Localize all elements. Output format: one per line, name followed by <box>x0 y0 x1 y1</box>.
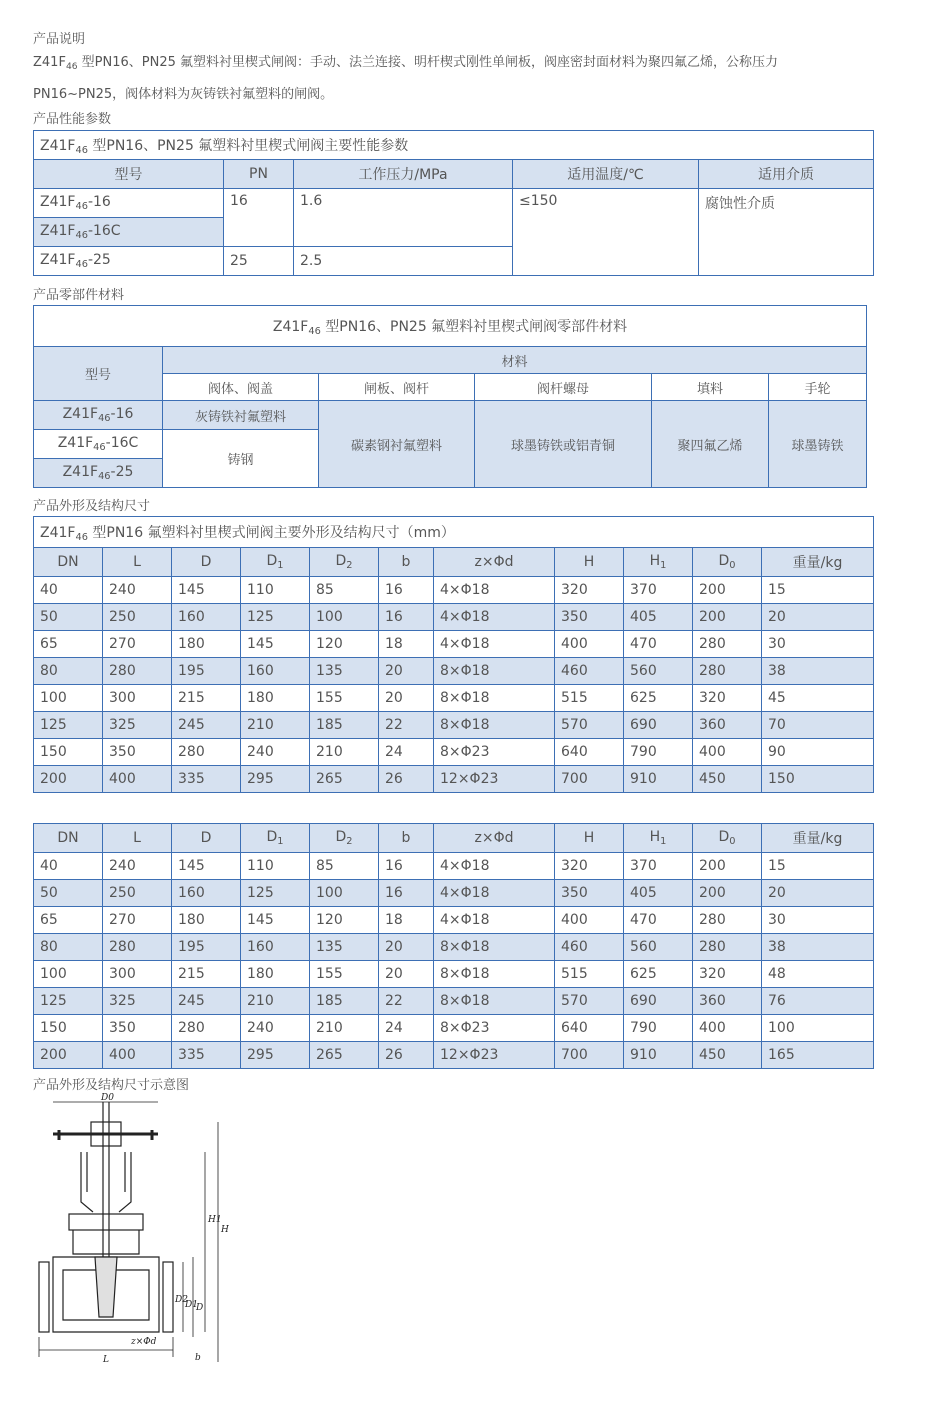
table-cell: 200 <box>693 577 762 604</box>
table-cell: 280 <box>172 1015 241 1042</box>
table-cell: 640 <box>555 1015 624 1042</box>
table-cell: 48 <box>762 961 874 988</box>
table-cell: 85 <box>310 853 379 880</box>
table-cell: 125 <box>241 604 310 631</box>
table-cell: 200 <box>693 880 762 907</box>
table-cell: 335 <box>172 766 241 793</box>
dims2-col-header: L <box>103 824 172 853</box>
table-cell: 790 <box>624 1015 693 1042</box>
table-cell: 265 <box>310 1042 379 1069</box>
table-cell: 245 <box>172 712 241 739</box>
table-cell: 18 <box>379 907 434 934</box>
table-cell: 295 <box>241 766 310 793</box>
table-cell: 470 <box>624 907 693 934</box>
table-cell: 160 <box>241 934 310 961</box>
table-cell: 15 <box>762 577 874 604</box>
parts-body-material: 铸钢 <box>163 430 319 488</box>
table-cell: 560 <box>624 658 693 685</box>
dims-col-header: L <box>103 548 172 577</box>
table-cell: 100 <box>310 880 379 907</box>
table-cell: 12×Φ23 <box>434 766 555 793</box>
label-d2: D2 <box>175 1295 188 1305</box>
table-cell: 38 <box>762 658 874 685</box>
table-cell: 160 <box>172 880 241 907</box>
dims-heading: 产品外形及结构尺寸 <box>33 499 151 514</box>
table-row <box>34 880 874 907</box>
table-cell: 50 <box>34 604 103 631</box>
intro-heading: 产品说明 <box>33 32 86 47</box>
table-cell: 570 <box>555 988 624 1015</box>
table-row <box>34 739 874 766</box>
dims2-col-header: 重量/kg <box>762 824 874 853</box>
label-h: H <box>221 1225 229 1235</box>
table-cell: 280 <box>172 739 241 766</box>
table-cell: 450 <box>693 1042 762 1069</box>
dims-col-header: b <box>379 548 434 577</box>
table-cell: 515 <box>555 961 624 988</box>
table-row <box>34 988 874 1015</box>
table-cell: 195 <box>172 658 241 685</box>
table-cell: 18 <box>379 631 434 658</box>
table-cell: 470 <box>624 631 693 658</box>
intro-text <box>33 49 928 108</box>
table-cell: 22 <box>379 712 434 739</box>
table-cell: 700 <box>555 1042 624 1069</box>
table-cell: 150 <box>34 1015 103 1042</box>
table-cell: 110 <box>241 853 310 880</box>
table-row <box>34 658 874 685</box>
perf-temp: ≤150 <box>513 189 699 276</box>
table-cell: 4×Φ18 <box>434 631 555 658</box>
table-cell: 320 <box>693 961 762 988</box>
perf-pressure: 1.6 <box>294 189 513 247</box>
table-cell: 240 <box>241 1015 310 1042</box>
table-cell: 400 <box>555 907 624 934</box>
diagram-heading: 产品外形及结构尺寸示意图 <box>33 1078 190 1093</box>
perf-col-pressure: 工作压力/MPa <box>294 160 513 189</box>
dims-col-header: $H_1$ <box>624 548 693 577</box>
table-cell: 80 <box>34 934 103 961</box>
table-cell: 24 <box>379 739 434 766</box>
table-cell: 22 <box>379 988 434 1015</box>
table-cell: 400 <box>555 631 624 658</box>
dims2-col-header: H <box>555 824 624 853</box>
table-cell: 165 <box>762 1042 874 1069</box>
table-cell: 625 <box>624 961 693 988</box>
table-cell: 690 <box>624 988 693 1015</box>
table-row <box>34 1015 874 1042</box>
table-cell: 26 <box>379 1042 434 1069</box>
table-cell: 20 <box>379 961 434 988</box>
dims-table <box>33 516 874 793</box>
table-cell: 120 <box>310 631 379 658</box>
table-row <box>34 853 874 880</box>
dims-col-header: z×Φd <box>434 548 555 577</box>
table-cell: 320 <box>693 685 762 712</box>
parts-material-label: 材料 <box>163 347 867 374</box>
table-row <box>34 631 874 658</box>
table-cell: 145 <box>241 907 310 934</box>
perf-caption: $Z41F_{46}$ 型PN16、PN25 氟塑料衬里楔式闸阀主要性能参数 <box>34 131 874 160</box>
table-cell: 110 <box>241 577 310 604</box>
table-cell: 30 <box>762 631 874 658</box>
table-cell: 8×Φ23 <box>434 739 555 766</box>
parts-nut-material: 球墨铸铁或铝青铜 <box>475 401 652 488</box>
table-cell: 690 <box>624 712 693 739</box>
table-cell: 295 <box>241 1042 310 1069</box>
dims-col-header: DN <box>34 548 103 577</box>
dims-caption: $Z41F_{46}$ 型PN16 氟塑料衬里楔式闸阀主要外形及结构尺寸（mm） <box>34 517 874 548</box>
dims-col-header: H <box>555 548 624 577</box>
table-cell: 400 <box>693 1015 762 1042</box>
table-cell: 240 <box>241 739 310 766</box>
table-cell: 515 <box>555 685 624 712</box>
dims-col-header: $D_0$ <box>693 548 762 577</box>
table-row <box>34 1042 874 1069</box>
table-cell: 400 <box>103 766 172 793</box>
parts-col-body: 阀体、阀盖 <box>163 374 319 401</box>
table-cell: 40 <box>34 853 103 880</box>
table-cell: 150 <box>762 766 874 793</box>
table-cell: 370 <box>624 853 693 880</box>
table-cell: 400 <box>103 1042 172 1069</box>
table-cell: 370 <box>624 577 693 604</box>
table-cell: 270 <box>103 907 172 934</box>
table-cell: 8×Φ18 <box>434 961 555 988</box>
table-cell: 16 <box>379 577 434 604</box>
label-h1: H1 <box>208 1215 222 1225</box>
table-cell: 100 <box>310 604 379 631</box>
perf-table <box>33 130 874 276</box>
table-row <box>34 712 874 739</box>
dims2-col-header: D <box>172 824 241 853</box>
parts-body-material: 灰铸铁衬氟塑料 <box>163 401 319 430</box>
table-cell: 460 <box>555 658 624 685</box>
perf-pressure: 2.5 <box>294 247 513 276</box>
table-cell: 625 <box>624 685 693 712</box>
parts-caption: $Z41F_{46}$ 型PN16、PN25 氟塑料衬里楔式闸阀零部件材料 <box>34 306 867 347</box>
table-cell: 4×Φ18 <box>434 880 555 907</box>
table-cell: 180 <box>241 961 310 988</box>
table-cell: 20 <box>762 880 874 907</box>
dims2-col-header: DN <box>34 824 103 853</box>
dims-col-header: $D_1$ <box>241 548 310 577</box>
table-cell: 185 <box>310 988 379 1015</box>
intro-line: $Z41F_{46}$ 型PN16、PN25 氟塑料衬里楔式闸阀：手动、法兰连接、明杆楔式刚性单闸板，阀座密封面材料为聚四氟乙烯，公称压力 <box>33 55 778 72</box>
table-cell: 360 <box>693 988 762 1015</box>
dims2-col-header: z×Φd <box>434 824 555 853</box>
table-cell: 50 <box>34 880 103 907</box>
perf-model: $Z41F_{46}-16C$ <box>34 218 224 247</box>
label-d0: D0 <box>101 1093 114 1103</box>
table-cell: 215 <box>172 961 241 988</box>
table-cell: 4×Φ18 <box>434 907 555 934</box>
table-cell: 65 <box>34 631 103 658</box>
table-cell: 8×Φ23 <box>434 1015 555 1042</box>
table-cell: 265 <box>310 766 379 793</box>
table-cell: 210 <box>310 739 379 766</box>
table-cell: 90 <box>762 739 874 766</box>
table-cell: 200 <box>34 1042 103 1069</box>
table-cell: 910 <box>624 1042 693 1069</box>
table-cell: 460 <box>555 934 624 961</box>
table-cell: 570 <box>555 712 624 739</box>
table-cell: 250 <box>103 880 172 907</box>
table-cell: 100 <box>762 1015 874 1042</box>
table-cell: 20 <box>379 934 434 961</box>
table-cell: 280 <box>693 934 762 961</box>
table-cell: 320 <box>555 853 624 880</box>
table-cell: 240 <box>103 577 172 604</box>
table-cell: 790 <box>624 739 693 766</box>
dims-header-row <box>34 548 874 577</box>
perf-model: $Z41F_{46}-16$ <box>34 189 224 218</box>
table-cell: 640 <box>555 739 624 766</box>
dims-col-header: 重量/kg <box>762 548 874 577</box>
table-row <box>34 685 874 712</box>
table-cell: 400 <box>693 739 762 766</box>
table-cell: 200 <box>693 853 762 880</box>
parts-model: $Z41F_{46}-16C$ <box>34 430 163 459</box>
perf-col-pn: PN <box>224 160 294 189</box>
perf-col-model: 型号 <box>34 160 224 189</box>
table-cell: 4×Φ18 <box>434 604 555 631</box>
dims2-col-header: $D_1$ <box>241 824 310 853</box>
table-row <box>34 577 874 604</box>
table-cell: 160 <box>241 658 310 685</box>
table-cell: 8×Φ18 <box>434 685 555 712</box>
perf-heading: 产品性能参数 <box>33 112 112 127</box>
table-cell: 4×Φ18 <box>434 577 555 604</box>
table-cell: 280 <box>693 658 762 685</box>
table-cell: 405 <box>624 604 693 631</box>
table-cell: 210 <box>241 712 310 739</box>
table-cell: 100 <box>34 685 103 712</box>
parts-col-gate: 闸板、阀杆 <box>319 374 475 401</box>
table-cell: 8×Φ18 <box>434 988 555 1015</box>
table-cell: 195 <box>172 934 241 961</box>
table-cell: 40 <box>34 577 103 604</box>
table-cell: 280 <box>103 658 172 685</box>
dims2-table <box>33 823 874 1069</box>
table-cell: 325 <box>103 988 172 1015</box>
parts-model-label: 型号 <box>34 347 163 401</box>
dims-col-header: $D_2$ <box>310 548 379 577</box>
table-cell: 160 <box>172 604 241 631</box>
perf-col-medium: 适用介质 <box>699 160 874 189</box>
parts-packing: 聚四氟乙烯 <box>652 401 769 488</box>
table-cell: 210 <box>310 1015 379 1042</box>
parts-table <box>33 305 867 488</box>
dims-body <box>34 548 874 793</box>
table-cell: 450 <box>693 766 762 793</box>
table-cell: 270 <box>103 631 172 658</box>
table-cell: 180 <box>172 907 241 934</box>
dims2-header-row <box>34 824 874 853</box>
table-cell: 8×Φ18 <box>434 712 555 739</box>
table-row <box>34 604 874 631</box>
table-cell: 20 <box>379 658 434 685</box>
parts-model: $Z41F_{46}-16$ <box>34 401 163 430</box>
table-cell: 16 <box>379 604 434 631</box>
table-cell: 325 <box>103 712 172 739</box>
table-cell: 360 <box>693 712 762 739</box>
perf-col-temp: 适用温度/℃ <box>513 160 699 189</box>
table-cell: 20 <box>379 685 434 712</box>
table-cell: 16 <box>379 880 434 907</box>
table-cell: 8×Φ18 <box>434 934 555 961</box>
table-cell: 180 <box>241 685 310 712</box>
parts-handwheel: 球墨铸铁 <box>769 401 867 488</box>
table-cell: 210 <box>241 988 310 1015</box>
table-cell: 45 <box>762 685 874 712</box>
table-cell: 76 <box>762 988 874 1015</box>
table-cell: 80 <box>34 658 103 685</box>
intro-line: PN16~PN25，阀体材料为灰铸铁衬氟塑料的闸阀。 <box>33 87 334 102</box>
table-cell: 15 <box>762 853 874 880</box>
label-l: L <box>103 1355 109 1365</box>
table-cell: 155 <box>310 961 379 988</box>
table-cell: 560 <box>624 934 693 961</box>
table-cell: 215 <box>172 685 241 712</box>
table-cell: 700 <box>555 766 624 793</box>
table-cell: 240 <box>103 853 172 880</box>
table-cell: 335 <box>172 1042 241 1069</box>
table-cell: 300 <box>103 961 172 988</box>
table-cell: 200 <box>693 604 762 631</box>
table-cell: 16 <box>379 853 434 880</box>
table-cell: 12×Φ23 <box>434 1042 555 1069</box>
parts-gate-material: 碳素钢衬氟塑料 <box>319 401 475 488</box>
table-cell: 350 <box>103 1015 172 1042</box>
dims2-col-header: b <box>379 824 434 853</box>
label-zd: z×Φd <box>131 1337 157 1347</box>
table-cell: 30 <box>762 907 874 934</box>
table-cell: 910 <box>624 766 693 793</box>
table-cell: 200 <box>34 766 103 793</box>
dims2-body <box>34 824 874 1069</box>
table-cell: 180 <box>172 631 241 658</box>
table-cell: 250 <box>103 604 172 631</box>
table-cell: 125 <box>241 880 310 907</box>
dims2-col-header: $D_2$ <box>310 824 379 853</box>
valve-diagram <box>33 1092 243 1382</box>
table-row <box>34 934 874 961</box>
table-cell: 350 <box>555 880 624 907</box>
table-cell: 38 <box>762 934 874 961</box>
table-row <box>34 766 874 793</box>
table-cell: 24 <box>379 1015 434 1042</box>
perf-pn: 25 <box>224 247 294 276</box>
table-cell: 145 <box>172 853 241 880</box>
label-d1: D1 <box>185 1300 198 1310</box>
table-cell: 145 <box>172 577 241 604</box>
table-cell: 125 <box>34 712 103 739</box>
table-cell: 120 <box>310 907 379 934</box>
table-row <box>34 961 874 988</box>
label-d: D <box>196 1303 204 1313</box>
table-cell: 185 <box>310 712 379 739</box>
table-cell: 145 <box>241 631 310 658</box>
table-cell: 280 <box>693 907 762 934</box>
dims2-col-header: $D_0$ <box>693 824 762 853</box>
parts-model: $Z41F_{46}-25$ <box>34 459 163 488</box>
perf-model: $Z41F_{46}-25$ <box>34 247 224 276</box>
table-cell: 26 <box>379 766 434 793</box>
table-cell: 280 <box>693 631 762 658</box>
table-cell: 150 <box>34 739 103 766</box>
parts-heading: 产品零部件材料 <box>33 288 125 303</box>
table-cell: 20 <box>762 604 874 631</box>
table-cell: 155 <box>310 685 379 712</box>
perf-medium: 腐蚀性介质 <box>699 189 874 276</box>
table-cell: 100 <box>34 961 103 988</box>
dims-col-header: D <box>172 548 241 577</box>
parts-col-nut: 阀杆螺母 <box>475 374 652 401</box>
parts-col-packing: 填料 <box>652 374 769 401</box>
label-b: b <box>195 1353 201 1363</box>
table-cell: 85 <box>310 577 379 604</box>
table-cell: 320 <box>555 577 624 604</box>
table-cell: 70 <box>762 712 874 739</box>
table-cell: 245 <box>172 988 241 1015</box>
perf-pn: 16 <box>224 189 294 247</box>
dims2-col-header: $H_1$ <box>624 824 693 853</box>
table-cell: 135 <box>310 658 379 685</box>
table-cell: 125 <box>34 988 103 1015</box>
table-cell: 350 <box>103 739 172 766</box>
table-row <box>34 907 874 934</box>
table-cell: 8×Φ18 <box>434 658 555 685</box>
table-cell: 280 <box>103 934 172 961</box>
table-cell: 65 <box>34 907 103 934</box>
table-cell: 135 <box>310 934 379 961</box>
table-cell: 300 <box>103 685 172 712</box>
table-cell: 405 <box>624 880 693 907</box>
table-cell: 350 <box>555 604 624 631</box>
parts-col-handwheel: 手轮 <box>769 374 867 401</box>
table-cell: 4×Φ18 <box>434 853 555 880</box>
